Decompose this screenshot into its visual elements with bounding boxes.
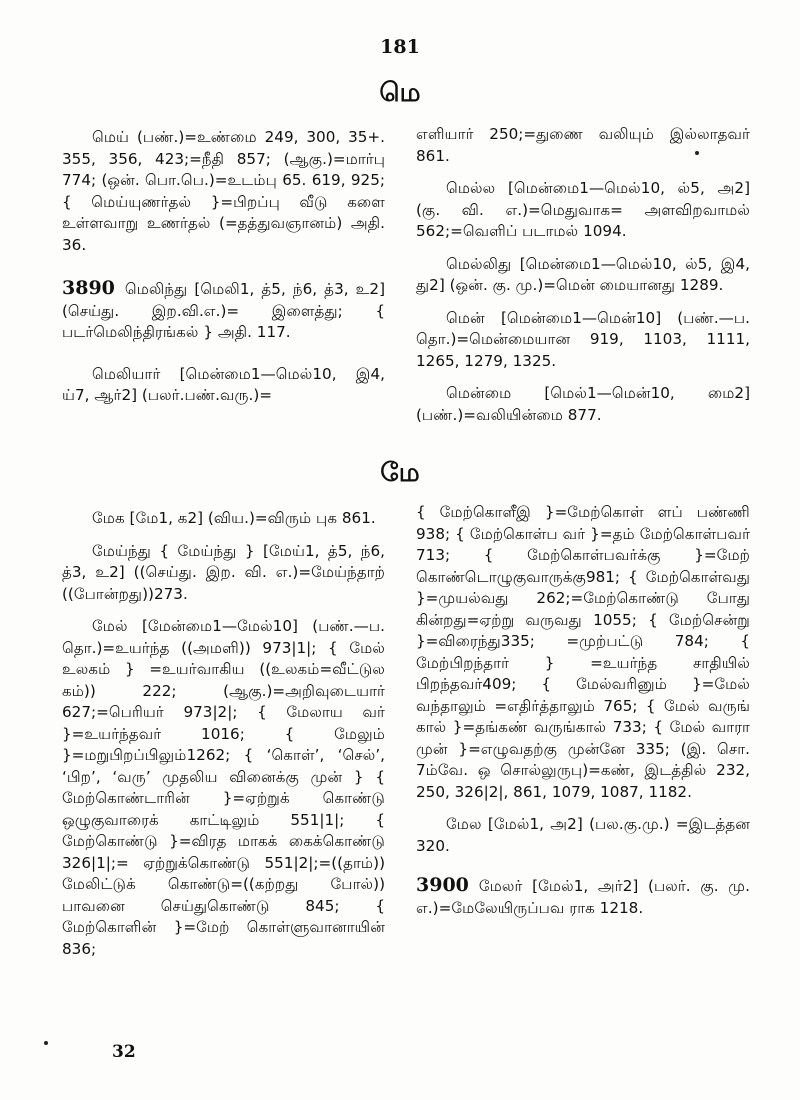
printer-signature: 32 (112, 1042, 136, 1062)
entry-mellidhu: மெல்லிது [மென்மை1—மெல்10, ல்5, இ4, து2] (ஒன். கு. மு.)=மென் மையானது 1289. (416, 254, 750, 294)
left-column-mae (62, 508, 385, 971)
entry-maeka: மேக [மே1, க2] (விய.)=விரும் புக 861. (92, 509, 376, 527)
ink-speck (695, 151, 699, 155)
entry-mella: மெல்ல [மென்மை1—மெல்10, ல்5, அ2] (கு. வி. எ.)=மெதுவாக= அளவிறவாமல் 562;=வெளிப் படாமல் 1094. (416, 179, 750, 240)
entry-men: மென் [மென்மை1—மென்10] (பண்.—ப. தொ.)=மென்மையான 919, 1103, 1111, 1265, 1279, 1325. (416, 308, 750, 370)
ink-speck (44, 1041, 48, 1045)
section-heading-me: மெ (379, 78, 421, 108)
entry-maeyndhu: மேய்ந்து { மேய்ந்து } [மேய்1, த்5, ந்6, த்3, உ2] ((செய்து. இற. வி. எ.)=மேய்ந்தாற் ((போன்றது))273. (62, 541, 385, 603)
entry-maerkolee-cont: { மேற்கொளீஇ }=மேற்கொள் ளப் பண்ணி 938; { மேற்கொள்ப வர் }=தம் மேற்கொள்பவர் 713; { மேற்கொள்பவர்க்கு }=மேற் கொண்டொழுகுவாருக்கு981; { மேற்கொள்வது }=முயல்வது 262;=மேற்கொண்டு போது கின்றது=ஏற்று வருவது 1055; { மேற்சென்று }=விரைந்து335; =முற்பட்டு 784; { மேற்பிறந்தார் } =உயர்ந்த சாதியில் பிறந்தவர்409; { மேல்வரினும் }=மேல் வந்தாலும் =எதிர்த்தாலும் 765; { மேல் வருங் கால் }=தங்கண் வருங்கால் 733; { மேல் வாரா முன் }=எழுவதற்கு முன்னே 335; (இ. சொ. 7ம்வே. ஒ சொல்லுருபு)=கண், இடத்தில் 232, 250, 326|2|, 861, 1079, 1087, 1182. (416, 503, 750, 801)
page-number: 181 (380, 36, 420, 58)
entry-maela: மேல [மேல்1, அ2] (பல.கு.மு.) =இடத்தன 320. (416, 815, 750, 855)
right-column-me (416, 124, 750, 437)
entry-number: 3900 (416, 874, 469, 896)
right-column-mae (416, 502, 750, 930)
entry-number: 3890 (62, 277, 115, 299)
entry-meliyar: மெலியார் [மென்மை1—மெல்10, இ4, ய்7, ஆர்2] (பலர்.பண்.வரு.)= (62, 364, 385, 404)
entry-mael: மேல் [மேன்மை1—மேல்10] (பண்.—ப. தொ.)=உயர்ந்த ((அமளி)) 973|1|; { மேல் உலகம் } =உயர்வாகிய ((உலகம்=வீட்டுல கம்)) 222; (ஆகு.)=அறிவுடையார் 627;=பெரியர் 973|2|; { மேலாய வர் }=உயர்ந்தவர் 1016; { மேலும் }=மறுபிறப்பிலும்1262; { ‘கொள்’, ‘செல்’, ‘பிற’, ‘வரு’ முதலிய வினைக்கு முன் } { மேற்கொண்டாரின் }=ஏற்றுக் கொண்டு ஒழுகுவாரைக் காட்டிலும் 551|1|; { மேற்கொண்டு }=விரத மாகக் கைக்கொண்டு 326|1|;= ஏற்றுக்கொண்டு 551|2|;=((தாம்)) மேலிட்டுக் கொண்டு=((கற்றது போல்)) பாவனை செய்துகொண்டு 845; { மேற்கொளின் }=மேற் கொள்ளுவானாயின் 836; (62, 617, 385, 958)
section-heading-mae: மே (380, 458, 420, 488)
entry-eliyar-cont: எளியார் 250;=துணை வலியும் இல்லாதவர் 861. (416, 125, 750, 165)
left-column-me (62, 127, 385, 418)
entry-melindhu: 3890 மெலிந்து [மெலி1, த்5, ந்6, த்3, உ2] (செய்து. இற.வி.எ.)= இளைத்து; { படர்மெலிந்திரங்கல் } அதி. 117. (62, 277, 385, 341)
entry-menmai: மென்மை [மெல்1—மென்10, மை2] (பண்.)=வலியின்மை 877. (416, 384, 750, 424)
entry-maelar: 3900 மேலர் [மேல்1, அர்2] (பலர். கு. மு. எ.)=மேலேயிருப்பவ ராக 1218. (416, 874, 750, 917)
entry-mey: மெய் (பண்.)=உண்மை 249, 300, 35+. 355, 356, 423;=நீதி 857; (ஆகு.)=மார்பு 774; (ஒன். பொ.பெ.)=உடம்பு 65. 619, 925; { மெய்யுணர்தல் }=பிறப்பு வீடு களை உள்ளவாறு உணர்தல் (=தத்துவஞானம்) அதி. 36. (62, 128, 385, 254)
